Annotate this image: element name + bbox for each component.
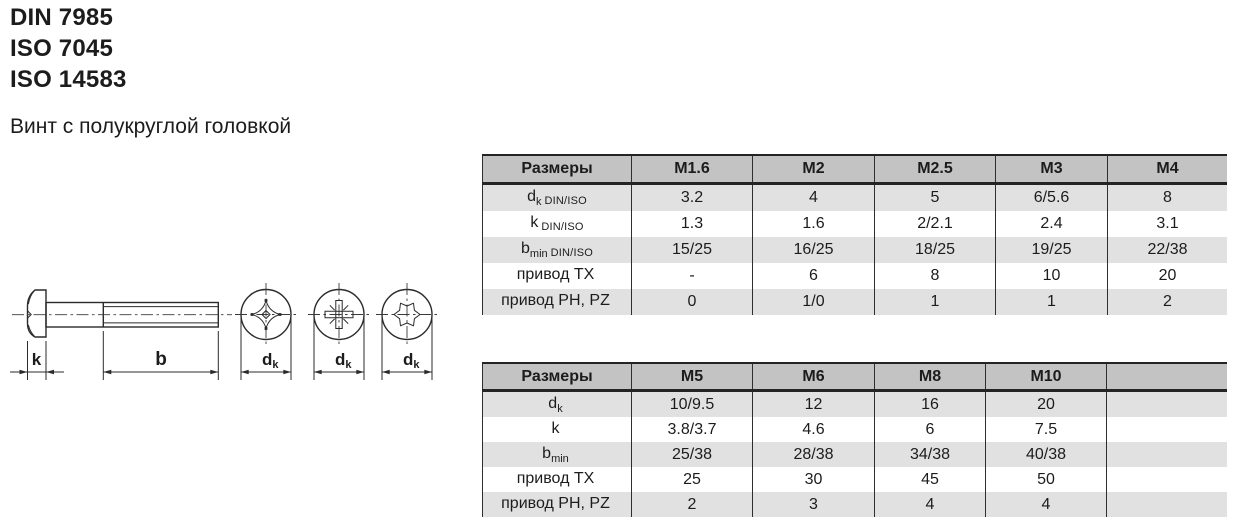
pozidriv-head-view-icon [308, 283, 370, 346]
table-cell: 2/2.1 [875, 211, 996, 237]
table-cell: 25/38 [632, 442, 753, 467]
table-cell: 6 [753, 263, 875, 289]
table-cell: 15/25 [632, 237, 753, 263]
row-label-dk: $d_k$ DIN/ISO [483, 184, 632, 212]
table-cell: 30 [753, 467, 875, 492]
table-cell: 34/38 [875, 442, 986, 467]
row-label-drive-ph-pz: привод PH, PZ [483, 492, 632, 517]
column-header-m1-6: M1.6 [632, 155, 753, 184]
column-header-m8: M8 [875, 363, 986, 391]
dk-label-tx: dk [403, 350, 420, 371]
table-cell: 12 [753, 391, 875, 418]
product-subtitle: Винт с полукруглой головкой [10, 115, 292, 138]
table-row-drive-ph-pz [483, 492, 1228, 517]
column-header-m2-5: M2.5 [875, 155, 996, 184]
row-label-drive-ph-pz: привод PH, PZ [483, 289, 632, 315]
table-cell: 2.4 [996, 211, 1108, 237]
spec-table-small-sizes [482, 154, 1227, 315]
table-row-dk [483, 184, 1228, 212]
table-cell: 1 [875, 289, 996, 315]
dk-label-ph: dk [262, 350, 279, 371]
dk-label-pz: dk [335, 350, 352, 371]
table-header-row [483, 155, 1228, 184]
table-row-dk [483, 391, 1228, 418]
standard-din: DIN 7985 [10, 4, 113, 31]
column-header-m3: M3 [996, 155, 1108, 184]
table-row-k [483, 417, 1228, 442]
row-label-drive-tx: привод TX [483, 467, 632, 492]
column-header-sizes: Размеры [483, 363, 632, 391]
standards-heading [10, 2, 127, 95]
table-cell: 40/38 [986, 442, 1107, 467]
table-cell: 5 [875, 184, 996, 212]
table-cell: 1/0 [753, 289, 875, 315]
row-label-drive-tx: привод TX [483, 263, 632, 289]
table-cell [1107, 442, 1228, 467]
table-cell: 8 [875, 263, 996, 289]
table-cell: 1.3 [632, 211, 753, 237]
table-cell: 4 [753, 184, 875, 212]
table-cell: 3.1 [1156, 215, 1179, 232]
column-header-sizes: Размеры [483, 155, 632, 184]
dimension-b-label: b [155, 349, 167, 370]
table-cell: 8 [1163, 189, 1172, 206]
table-cell: 4 [986, 492, 1107, 517]
dimension-k-label: k [31, 350, 42, 369]
table-row-bmin [483, 442, 1228, 467]
table-cell: 1 [996, 289, 1108, 315]
table-cell [1107, 417, 1228, 442]
table-cell: 20 [986, 391, 1107, 418]
torx-head-view-icon [376, 283, 438, 346]
table-row-drive-tx [483, 263, 1228, 289]
table-cell: 10 [996, 263, 1108, 289]
dimension-b [103, 331, 218, 380]
table-cell: 2 [632, 492, 753, 517]
table-cell: 45 [875, 467, 986, 492]
column-header-m2: M2 [753, 155, 875, 184]
screw-side-view-icon [12, 290, 232, 337]
standard-iso-7045: ISO 7045 [10, 35, 114, 62]
column-header-m4: M4 [1108, 155, 1228, 184]
table-cell: 16 [875, 391, 986, 418]
spec-table-large-sizes [482, 362, 1227, 517]
column-header-m5: M5 [632, 363, 753, 391]
row-label-dk: $d_k$ [483, 391, 632, 418]
row-label-k: k [483, 417, 632, 442]
table-cell: 1.6 [753, 211, 875, 237]
row-label-bmin: $b_{min}$ DIN/ISO [483, 237, 632, 263]
table-cell: - [632, 263, 753, 289]
table-cell: 50 [986, 467, 1107, 492]
table-cell: 25 [632, 467, 753, 492]
table-cell: 0 [632, 289, 753, 315]
table-header-row [483, 363, 1228, 391]
table-row-drive-ph-pz [483, 289, 1228, 315]
table-cell: 6 [875, 417, 986, 442]
table-row-drive-tx [483, 467, 1228, 492]
column-header-m6: M6 [753, 363, 875, 391]
phillips-head-view-icon [235, 283, 297, 346]
table-cell: 19/25 [996, 237, 1108, 263]
dimension-k [10, 341, 64, 380]
table-cell: 10/9.5 [632, 391, 753, 418]
row-label-k: k DIN/ISO [483, 211, 632, 237]
column-header-empty [1107, 363, 1228, 391]
screw-technical-drawing [0, 262, 470, 400]
table-cell: 22/38 [1147, 241, 1188, 258]
standard-iso-14583: ISO 14583 [10, 66, 127, 93]
table-cell: 4 [875, 492, 986, 517]
table-cell: 28/38 [753, 442, 875, 467]
table-cell: 3 [753, 492, 875, 517]
table-cell [1107, 391, 1228, 418]
row-label-bmin: $b_{min}$ [483, 442, 632, 467]
table-cell: 2 [1163, 293, 1172, 310]
table-cell: 6/5.6 [996, 184, 1108, 212]
table-cell: 16/25 [753, 237, 875, 263]
table-cell: 7.5 [986, 417, 1107, 442]
table-cell [1107, 467, 1228, 492]
table-row-k [483, 211, 1228, 237]
column-header-m10: M10 [986, 363, 1107, 391]
table-cell: 20 [1158, 267, 1177, 284]
table-row-bmin [483, 237, 1228, 263]
table-cell: 3.8/3.7 [632, 417, 753, 442]
table-cell: 18/25 [875, 237, 996, 263]
table-cell: 3.2 [632, 184, 753, 212]
table-cell [1107, 492, 1228, 517]
table-cell: 4.6 [753, 417, 875, 442]
